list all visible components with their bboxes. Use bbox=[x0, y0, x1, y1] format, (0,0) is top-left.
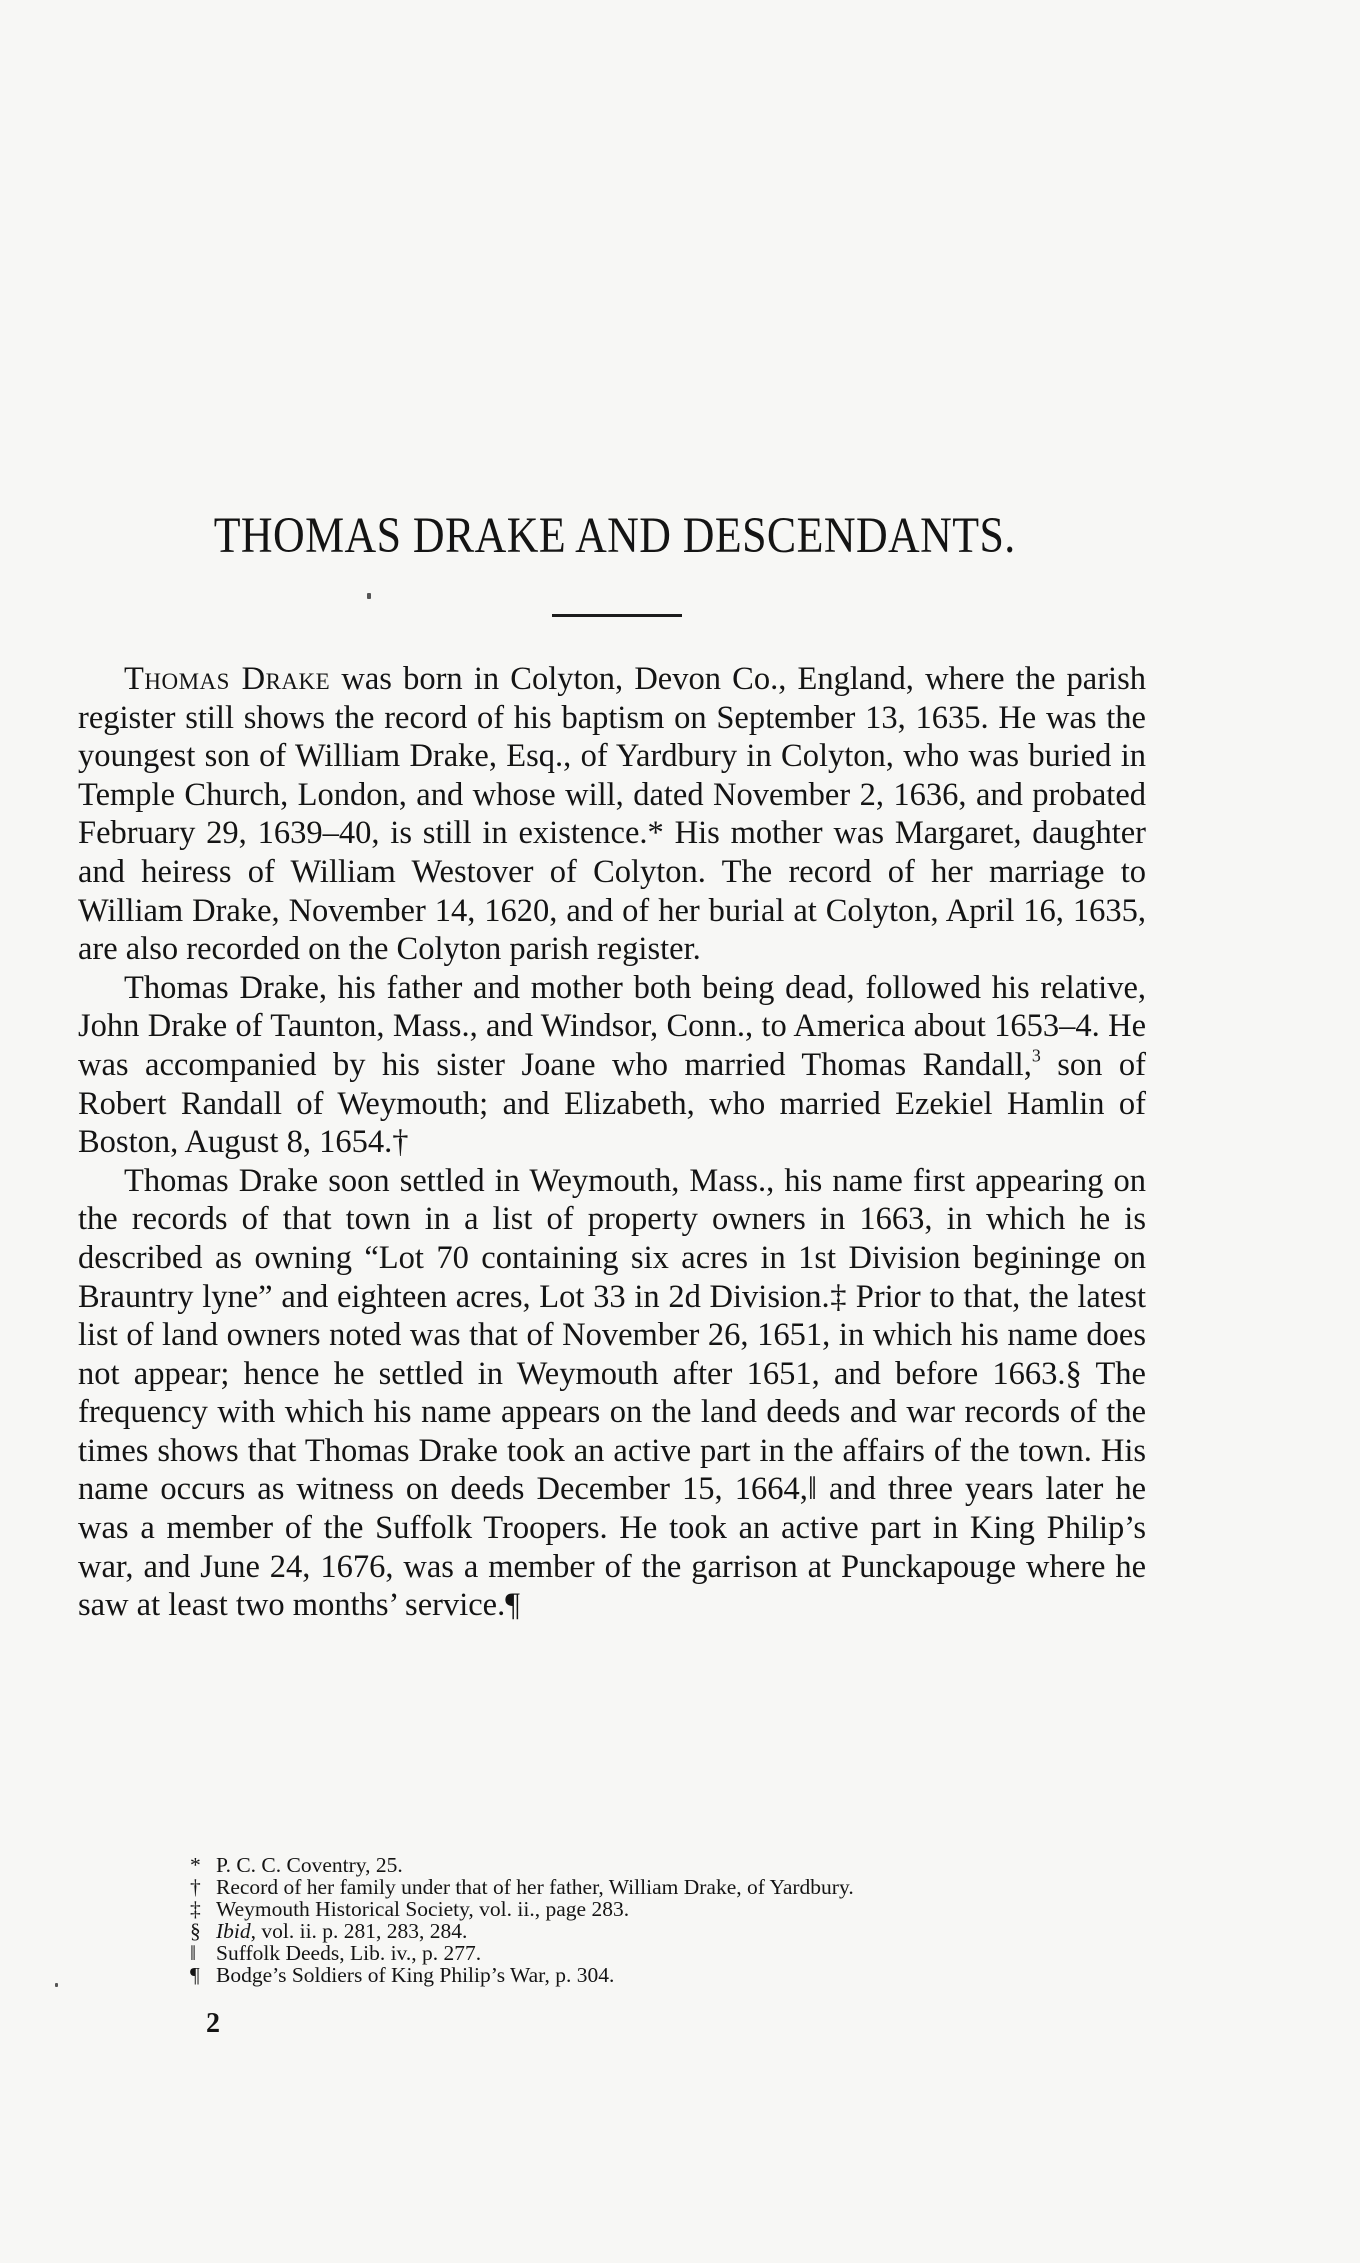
footnote-mark: † bbox=[190, 1875, 201, 1899]
title-rule bbox=[552, 614, 682, 617]
footnote-italic: Ibid bbox=[216, 1919, 251, 1943]
footnote-text: P. C. C. Coventry, 25. bbox=[216, 1853, 403, 1877]
body-text bbox=[78, 660, 1146, 1625]
footnote-text: Weymouth Historical Society, vol. ii., page 283. bbox=[216, 1897, 630, 1921]
paragraph-2-text-a: Thomas Drake, his father and mother both being dead, followed his relative, John Drake of Taunton, Mass., and Windsor, Conn., to America about 1653–4. He was accompanied by his sister Joane who married Thomas Randall, bbox=[78, 969, 1146, 1083]
footnote-text: , vol. ii. p. 281, 283, 284. bbox=[250, 1919, 468, 1943]
name-lead: Thomas Drake bbox=[124, 661, 331, 697]
footnote-text: Bodge’s Soldiers of King Philip’s War, p. 304. bbox=[216, 1963, 615, 1987]
footnote-text: Record of her family under that of her father, William Drake, of Yardbury. bbox=[216, 1875, 854, 1899]
footnote bbox=[190, 1920, 1150, 1942]
footnote bbox=[190, 1898, 1150, 1920]
footnote-ref: 3 bbox=[1031, 1045, 1041, 1066]
footnote bbox=[190, 1964, 1150, 1986]
footnote-mark: § bbox=[190, 1919, 201, 1943]
print-speck bbox=[55, 1983, 58, 1987]
print-speck bbox=[367, 593, 371, 599]
paragraph-3-text: Thomas Drake soon settled in Weymouth, Mass., his name first appearing on the records of that town in a list of property owners in 1663, in which he is described as owning “Lot 70 containing six acres in 1st Division begininge on Brauntry lyne” and eighteen acres, Lot 33 in 2d Division.‡ Prior to that, the latest list of land owners noted was that of November 26, 1651, in which his name does not appear; hence he settled in Weymouth after 1651, and before 1663.§ The frequency with which his name appears on the land deeds and war records of the times shows that Thomas Drake took an active part in the affairs of the town. His name occurs as witness on deeds December 15, 1664,‖ and three years later he was a member of the Suffolk Troopers. He took an active part in King Philip’s war, and June 24, 1676, was a member of the garrison at Punckapouge where he saw at least two months’ service.¶ bbox=[78, 1162, 1146, 1624]
paragraph-2-text-b: son of Robert Randall of Weymouth; and Elizabeth, who married Ezekiel Hamlin of Boston, August 8, 1654.† bbox=[78, 1046, 1146, 1161]
footnote bbox=[190, 1854, 1150, 1876]
footnote bbox=[190, 1942, 1150, 1964]
footnote-mark: ‡ bbox=[190, 1897, 201, 1921]
footnote bbox=[190, 1876, 1150, 1898]
paragraph-2 bbox=[78, 969, 1146, 1162]
paragraph-3 bbox=[78, 1162, 1146, 1625]
footnote-mark: ‖ bbox=[190, 1941, 197, 1965]
footnote-mark: ¶ bbox=[190, 1963, 200, 1987]
footnote-text: Suffolk Deeds, Lib. iv., p. 277. bbox=[216, 1941, 482, 1965]
paragraph-1-text: was born in Colyton, Devon Co., England, where the parish register still shows the record of his baptism on September 13, 1635. He was the youngest son of William Drake, Esq., of Yardbury in Colyton, who was buried in Temple Church, London, and whose will, dated November 2, 1636, and probated February 29, 1639–40, is still in existence.* His mother was Margaret, daughter and heiress of William Westover of Colyton. The record of her marriage to William Drake, November 14, 1620, and of her burial at Colyton, April 16, 1635, are also recorded on the Colyton parish register. bbox=[78, 661, 1146, 968]
chapter-title: THOMAS DRAKE AND DESCENDANTS. bbox=[213, 508, 1016, 564]
footnotes bbox=[190, 1854, 1150, 1986]
paragraph-1 bbox=[78, 660, 1146, 969]
page-number: 2 bbox=[206, 2008, 220, 2039]
footnote-mark: * bbox=[190, 1853, 201, 1877]
